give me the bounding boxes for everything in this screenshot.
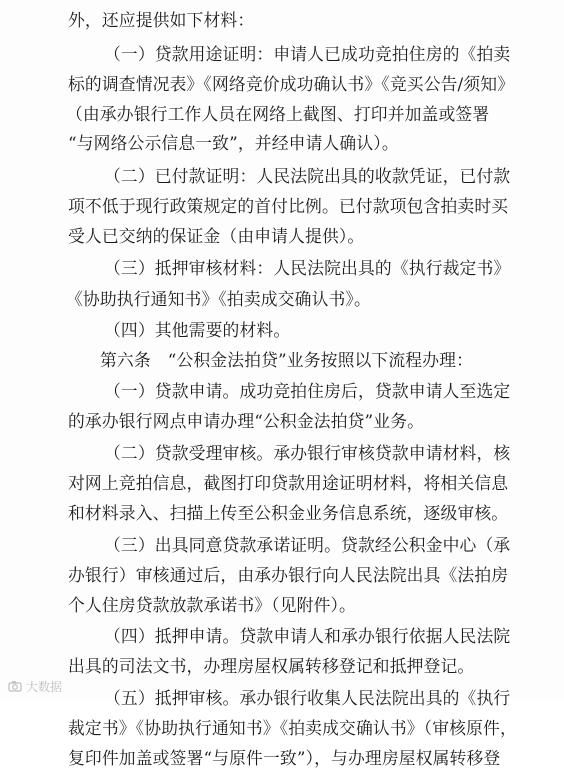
text-line: 裁定书》《协助执行通知书》《拍卖成交确认书》（审核原件， xyxy=(68,718,517,738)
text-line: （一）贷款用途证明：申请人已成功竞拍住房的《拍卖 xyxy=(104,44,511,64)
text-line: 复印件加盖或签署“与原件一致”），与办理房屋权属转移登 xyxy=(68,748,501,768)
text-line: （五）抵押审核。承办银行收集人民法院出具的《执行 xyxy=(104,688,511,708)
text-line: 《协助执行通知书》《拍卖成交确认书》。 xyxy=(66,289,371,309)
text-line: 和材料录入、扫描上传至公积金业务信息系统，逐级审核。 xyxy=(68,503,509,523)
text-line: （由承办银行工作人员在网络上截图、打印并加盖或签署 xyxy=(66,104,490,124)
text-line: （四）其他需要的材料。 xyxy=(104,320,291,340)
text-line: “与网络公示信息一致”，并经申请人确认）。 xyxy=(68,133,399,153)
text-line: 个人住房贷款放款承诺书》（见附件）。 xyxy=(68,595,356,615)
text-line: （二）贷款受理审核。承办银行审核贷款申请材料，核 xyxy=(104,443,511,463)
text-line: 项不低于现行政策规定的首付比例。已付款项包含拍卖时买 xyxy=(68,196,509,216)
text-line: （三）出具同意贷款承诺证明。贷款经公积金中心（承 xyxy=(104,535,511,555)
text-line: （三）抵押审核材料：人民法院出具的《执行裁定书》 xyxy=(104,258,511,278)
text-line: 对网上竞拍信息，截图打印贷款用途证明材料，将相关信息 xyxy=(68,473,509,493)
section-heading: 第六条 “公积金法拍贷”业务按照以下流程办理： xyxy=(100,350,474,370)
text-line: 外，还应提供如下材料： xyxy=(68,10,255,30)
text-line: （四）抵押申请。贷款申请人和承办银行依据人民法院 xyxy=(104,626,511,646)
watermark xyxy=(8,677,62,695)
text-line: 办银行）审核通过后，由承办银行向人民法院出具《法拍房 xyxy=(68,565,509,585)
camera-icon xyxy=(8,679,22,693)
text-line: 的承办银行网点申请办理“公积金法拍贷”业务。 xyxy=(68,411,425,431)
watermark-text: 大数据 xyxy=(26,679,63,694)
text-line: 出具的司法文书，办理房屋权属转移登记和抵押登记。 xyxy=(68,656,475,676)
text-line: （二）已付款证明：人民法院出具的收款凭证，已付款 xyxy=(104,166,511,186)
text-line: 受人已交纳的保证金（由申请人提供）。 xyxy=(68,226,365,246)
text-line: （一）贷款申请。成功竞拍住房后，贷款申请人至选定 xyxy=(104,381,511,401)
text-line: 标的调查情况表》《网络竞价成功确认书》《竞买公告/须知》 xyxy=(68,74,515,94)
